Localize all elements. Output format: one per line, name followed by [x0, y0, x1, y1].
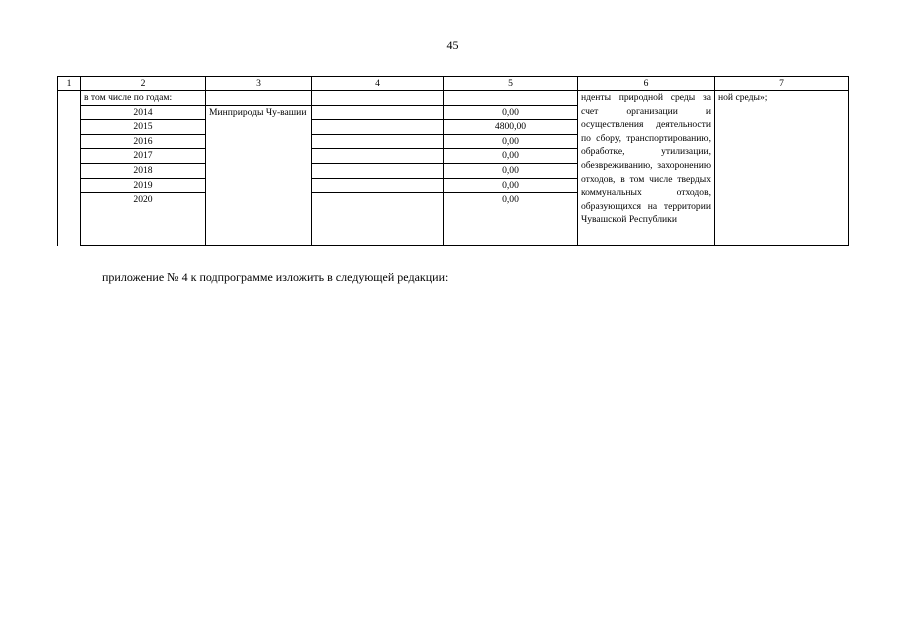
responsible-cell: Минприроды Чу-вашии — [206, 105, 312, 246]
value-cell: 0,00 — [444, 134, 578, 149]
col4-cell — [312, 193, 444, 246]
col4-cell — [312, 163, 444, 178]
col1-cell — [58, 105, 81, 120]
col1-cell — [58, 149, 81, 164]
col4-cell — [312, 120, 444, 135]
header-cell-1: 1 — [58, 77, 81, 91]
value-cell: 0,00 — [444, 178, 578, 193]
header-cell-3: 3 — [206, 77, 312, 91]
header-cell-4: 4 — [312, 77, 444, 91]
value-cell: 0,00 — [444, 193, 578, 246]
col1-cell — [58, 163, 81, 178]
funding-table — [57, 76, 849, 246]
col1-cell — [58, 91, 81, 106]
table-header-row — [58, 77, 849, 91]
col4-cell — [312, 178, 444, 193]
value-cell: 0,00 — [444, 163, 578, 178]
col3-cell — [206, 91, 312, 106]
header-cell-6: 6 — [578, 77, 715, 91]
table-row-intro — [58, 91, 849, 106]
header-cell-7: 7 — [715, 77, 849, 91]
col4-cell — [312, 149, 444, 164]
col4-cell — [312, 134, 444, 149]
col7-cell: ной среды»; — [715, 91, 849, 246]
value-cell: 0,00 — [444, 105, 578, 120]
year-cell: 2017 — [81, 149, 206, 164]
col4-cell — [312, 91, 444, 106]
header-cell-5: 5 — [444, 77, 578, 91]
description-cell: нденты природной среды за счет организации и осуществления деятельности по сбору, транспортированию, обработке, утилизации, обезвреживанию, захоронению отходов, в том числе твердых коммунальных отходов, образующихся на территории Чувашской Республики — [578, 91, 715, 246]
col1-cell — [58, 178, 81, 193]
year-cell: 2015 — [81, 120, 206, 135]
value-cell: 0,00 — [444, 149, 578, 164]
col1-cell — [58, 193, 81, 246]
year-cell: 2019 — [81, 178, 206, 193]
intro-label: в том числе по годам: — [81, 91, 206, 106]
value-cell: 4800,00 — [444, 120, 578, 135]
year-cell: 2016 — [81, 134, 206, 149]
col4-cell — [312, 105, 444, 120]
year-cell: 2020 — [81, 193, 206, 246]
col1-cell — [58, 134, 81, 149]
col1-cell — [58, 120, 81, 135]
page-number: 45 — [446, 38, 459, 52]
year-cell: 2014 — [81, 105, 206, 120]
col5-cell — [444, 91, 578, 106]
body-paragraph: приложение № 4 к подпрограмме изложить в следующей редакции: — [102, 270, 449, 284]
year-cell: 2018 — [81, 163, 206, 178]
header-cell-2: 2 — [81, 77, 206, 91]
